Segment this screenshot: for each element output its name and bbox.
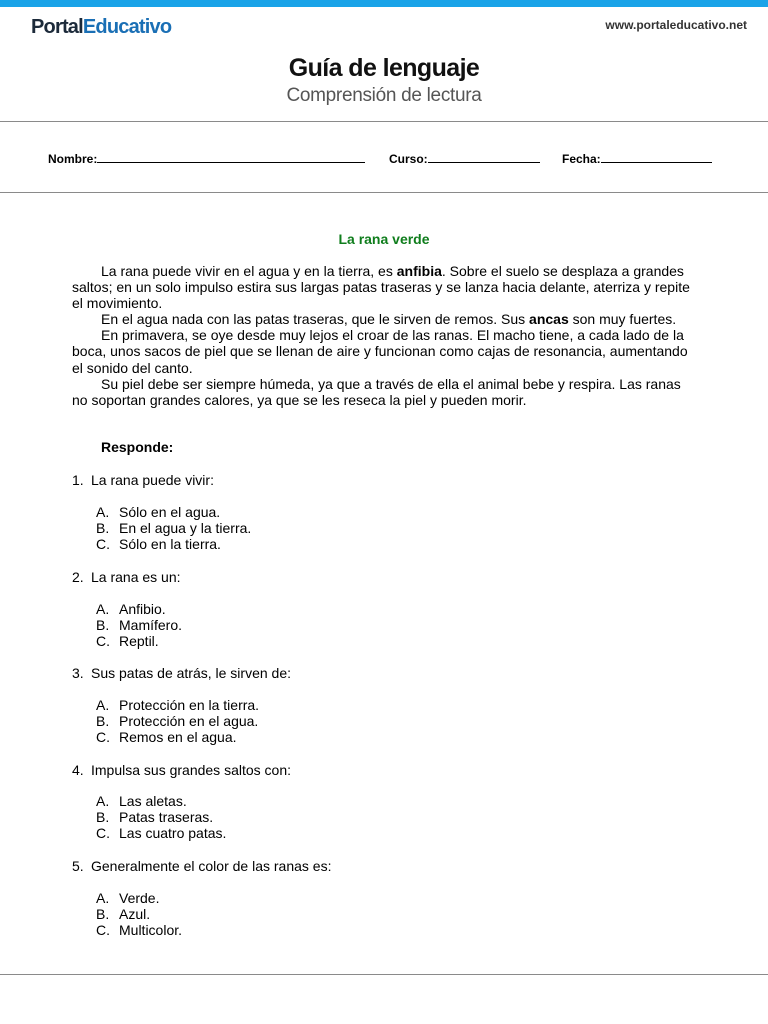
fecha-blank-line[interactable] — [601, 150, 712, 163]
logo-part-portal: Portal — [31, 16, 83, 38]
option-3b[interactable]: B. Protección en el agua. — [96, 713, 259, 730]
question-5: 5. Generalmente el color de las ranas es: — [72, 858, 332, 874]
option-5a[interactable]: A. Verde. — [96, 890, 160, 906]
question-3-options — [96, 697, 259, 745]
question-5-options — [96, 890, 182, 938]
option-4b[interactable]: B. Patas traseras. — [96, 809, 214, 826]
top-accent-bar — [0, 0, 768, 7]
option-2b[interactable]: B. Mamífero. — [96, 617, 183, 634]
option-2c[interactable]: C. Reptil. — [96, 633, 159, 650]
story-title: La rana verde — [338, 231, 430, 247]
divider-bottom — [0, 974, 768, 975]
option-5b[interactable]: B. Azul. — [96, 906, 151, 923]
curso-field[interactable] — [389, 150, 540, 166]
question-1: 1. La rana puede vivir: — [72, 472, 214, 488]
divider-top — [0, 121, 768, 122]
question-3: 3. Sus patas de atrás, le sirven de: — [72, 665, 291, 681]
question-2-options — [96, 601, 182, 649]
question-4: 4. Impulsa sus grandes saltos con: — [72, 762, 291, 778]
option-4c[interactable]: C. Las cuatro patas. — [96, 825, 227, 842]
bold-term-ancas: ancas — [529, 311, 569, 328]
option-5c[interactable]: C. Multicolor. — [96, 922, 183, 939]
page-title: Guía de lenguaje — [288, 54, 480, 82]
question-1-options — [96, 504, 251, 552]
bold-term-anfibia: anfibia — [396, 263, 442, 279]
nombre-field[interactable] — [48, 150, 365, 166]
story-paragraph-4: Su piel debe ser siempre húmeda, ya que a través de ella el animal bebe y respira. Las ranas no soportan grandes calores, ya que se les reseca la piel y pueden morir. — [72, 375, 681, 408]
option-1b[interactable]: B. En el agua y la tierra. — [96, 520, 252, 537]
curso-label: Curso: — [389, 152, 428, 166]
logo-part-educativo: Educativo — [82, 16, 172, 38]
fecha-label: Fecha: — [562, 152, 601, 166]
option-1c[interactable]: C. Sólo en la tierra. — [96, 536, 221, 553]
option-3c[interactable]: C. Remos en el agua. — [96, 729, 237, 746]
story-paragraph-1: La rana puede vivir en el agua y en la tierra, es anfibia. Sobre el suelo se desplaza a grandes saltos; en un solo impulso estira sus largas patas traseras y se lanza hacia delante, aterriza y repite el movimiento. — [72, 263, 690, 312]
question-4-options — [96, 793, 226, 841]
respond-heading: Responde: — [101, 439, 174, 455]
portal-educativo-logo — [31, 16, 171, 39]
story-paragraph-3: En primavera, se oye desde muy lejos el croar de las ranas. El macho tiene, a cada lado de la boca, unos sacos de piel que se llenan de aire y funcionan como cajas de resonancia, aumentando el sonido del canto. — [72, 327, 688, 376]
story-text — [72, 263, 694, 408]
option-3a[interactable]: A. Protección en la tierra. — [96, 697, 260, 713]
page-subtitle: Comprensión de lectura — [286, 85, 482, 106]
option-2a[interactable]: A. Anfibio. — [96, 601, 166, 617]
curso-blank-line[interactable] — [428, 150, 540, 163]
option-1a[interactable]: A. Sólo en el agua. — [96, 504, 221, 520]
story-paragraph-2: En el agua nada con las patas traseras, que le sirven de remos. Sus ancas son muy fuertes. — [101, 311, 677, 328]
divider-middle — [0, 192, 768, 193]
site-url: www.portaleducativo.net — [605, 18, 747, 32]
fecha-field[interactable] — [562, 150, 712, 166]
nombre-label: Nombre: — [48, 152, 98, 166]
option-4a[interactable]: A. Las aletas. — [96, 793, 187, 809]
question-2: 2. La rana es un: — [72, 569, 181, 585]
nombre-blank-line[interactable] — [97, 150, 365, 163]
